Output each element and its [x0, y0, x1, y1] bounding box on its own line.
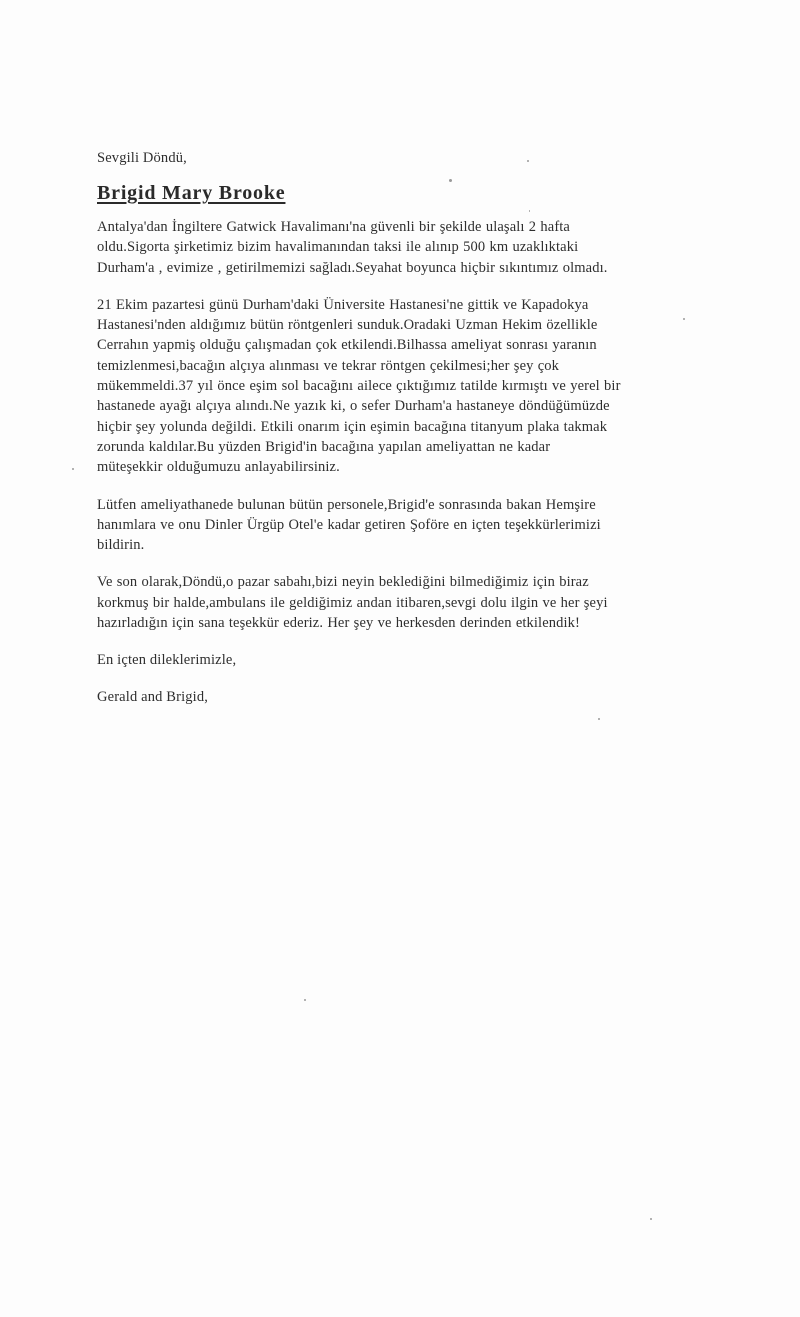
paragraph-3 — [97, 495, 657, 556]
paragraph-line: bildirin. — [97, 537, 145, 554]
paragraph-line: 21 Ekim pazartesi günü Durham'daki Üniversite Hastanesi'ne gittik ve Kapadokya — [97, 296, 589, 313]
paragraph-line: temizlenmesi,bacağın alçıya alınması ve tekrar röntgen çekilmesi;her şey çok — [97, 357, 560, 374]
greeting: Sevgili Döndü, — [97, 150, 187, 166]
paragraph-line: hanımlara ve onu Dinler Ürgüp Otel'e kadar getiren Şoföre en içten teşekkürlerimizi — [97, 516, 601, 533]
letter-body — [97, 148, 657, 707]
closing-line: En içten dileklerimizle, — [97, 652, 237, 669]
scan-speck — [650, 1218, 652, 1220]
paragraph-line: Antalya'dan İngiltere Gatwick Havalimanı'na güvenli bir şekilde ulaşalı 2 hafta — [97, 219, 570, 235]
paragraph-1 — [97, 217, 657, 278]
scan-speck — [529, 210, 530, 212]
scan-speck — [304, 999, 306, 1001]
paragraph-line: Durham'a , evimize , getirilmemizi sağladı.Seyahat boyunca hiçbir sıkıntımız olmadı. — [97, 259, 608, 276]
paragraph-line: hastanede ayağı alçıya alındı.Ne yazık ki, o sefer Durham'a hastaneye döndüğümüzde — [97, 398, 610, 415]
paragraph-line: zorunda kaldılar.Bu yüzden Brigid'in bacağına yapılan ameliyattan ne kadar — [97, 438, 551, 455]
paragraph-line: korkmuş bir halde,ambulans ile geldiğimiz andan itibaren,sevgi dolu ilgin ve her şeyi — [97, 594, 608, 611]
scan-speck — [72, 468, 74, 470]
scan-speck — [683, 318, 685, 320]
paragraph-2 — [97, 295, 657, 478]
letter-heading: Brigid Mary Brooke — [97, 182, 286, 204]
scan-speck — [527, 160, 529, 162]
paragraph-4 — [97, 572, 657, 633]
scan-speck — [449, 179, 452, 182]
paragraph-line: oldu.Sigorta şirketimiz bizim havalimanından taksi ile alınıp 500 km uzaklıktaki — [97, 239, 579, 256]
signature: Gerald and Brigid, — [97, 689, 209, 706]
paragraph-line: Hastanesi'nden aldığımız bütün röntgenleri sunduk.Oradaki Uzman Hekim özellikle — [97, 317, 598, 334]
scan-speck — [598, 718, 600, 720]
paragraph-line: hazırladığın için sana teşekkür ederiz. Her şey ve herkesden derinden etkilendik! — [97, 615, 580, 632]
paragraph-line: mükemmeldi.37 yıl önce eşim sol bacağını ailece çıktığımız tatilde kırmıştı ve yerel bir — [97, 378, 621, 395]
paragraph-line: Ve son olarak,Döndü,o pazar sabahı,bizi neyin beklediğini bilmediğimiz için biraz — [97, 574, 589, 591]
paragraph-line: Cerrahın yapmiş olduğu çalışmadan çok etkilendi.Bilhassa ameliyat sonrası yaranın — [97, 337, 597, 354]
paragraph-line: hiçbir şey yolunda değildi. Etkili onarım için eşimin bacağına titanyum plaka takmak — [97, 418, 608, 435]
paragraph-line: müteşekkir olduğumuzu anlayabilirsiniz. — [97, 459, 340, 476]
paragraph-line: Lütfen ameliyathanede bulunan bütün personele,Brigid'e sonrasında bakan Hemşire — [97, 496, 596, 513]
